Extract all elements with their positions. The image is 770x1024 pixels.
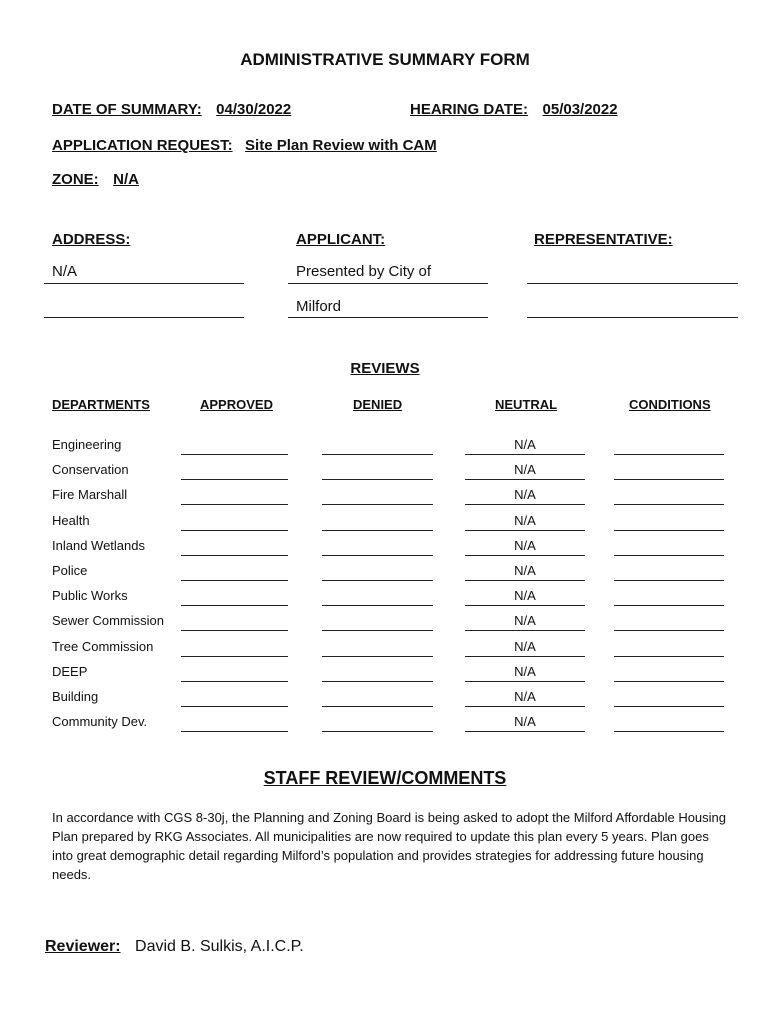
- application-request-label: APPLICATION REQUEST:: [52, 137, 233, 154]
- reviewer: [45, 938, 304, 956]
- neutral-cell: N/A: [514, 588, 536, 604]
- approved-rule: [181, 706, 288, 707]
- hearing-date-value: 05/03/2022: [542, 101, 618, 118]
- department-name: Tree Commission: [52, 638, 154, 654]
- col-departments: DEPARTMENTS: [52, 397, 150, 412]
- conditions-rule: [614, 731, 724, 732]
- col-conditions: CONDITIONS: [629, 397, 711, 412]
- department-name: Public Works: [52, 588, 128, 604]
- applicant-label: APPLICANT:: [296, 231, 386, 248]
- hearing-date: [410, 101, 618, 119]
- representative-line-2-rule: [527, 317, 738, 318]
- neutral-cell: N/A: [514, 638, 536, 654]
- zone: [52, 171, 139, 189]
- neutral-cell: N/A: [514, 714, 536, 730]
- approved-rule: [181, 605, 288, 606]
- department-name: Health: [52, 512, 90, 528]
- date-of-summary: [52, 101, 291, 119]
- conditions-rule: [614, 706, 724, 707]
- approved-rule: [181, 479, 288, 480]
- denied-rule: [322, 479, 433, 480]
- col-neutral: NEUTRAL: [495, 397, 558, 412]
- conditions-rule: [614, 630, 724, 631]
- neutral-rule: [465, 555, 585, 556]
- neutral-cell: N/A: [514, 663, 536, 679]
- department-name: Building: [52, 689, 99, 704]
- address-label: ADDRESS:: [52, 231, 131, 248]
- neutral-cell: N/A: [514, 613, 536, 629]
- conditions-rule: [614, 530, 724, 531]
- conditions-rule: [614, 605, 724, 606]
- neutral-cell: N/A: [514, 512, 536, 528]
- zone-label: ZONE:: [52, 171, 99, 188]
- denied-rule: [322, 706, 433, 707]
- denied-rule: [322, 656, 433, 657]
- neutral-cell: N/A: [514, 462, 536, 478]
- denied-rule: [322, 504, 433, 505]
- denied-rule: [322, 555, 433, 556]
- department-name: DEEP: [52, 663, 88, 679]
- department-name: Fire Marshall: [52, 487, 128, 503]
- neutral-rule: [465, 479, 585, 480]
- neutral-rule: [465, 504, 585, 505]
- conditions-rule: [614, 656, 724, 657]
- neutral-rule: [465, 530, 585, 531]
- conditions-rule: [614, 504, 724, 505]
- approved-rule: [181, 580, 288, 581]
- department-name: Engineering: [52, 437, 122, 452]
- denied-rule: [322, 681, 433, 682]
- approved-rule: [181, 555, 288, 556]
- department-name: Police: [52, 563, 88, 578]
- form-title: ADMINISTRATIVE SUMMARY FORM: [240, 50, 530, 69]
- application-request: [52, 137, 437, 155]
- neutral-rule: [465, 630, 585, 631]
- approved-rule: [181, 530, 288, 531]
- approved-rule: [181, 731, 288, 732]
- department-name: Community Dev.: [52, 714, 148, 730]
- neutral-rule: [465, 605, 585, 606]
- department-name: Inland Wetlands: [52, 537, 145, 553]
- approved-rule: [181, 630, 288, 631]
- neutral-cell: N/A: [514, 437, 536, 452]
- reviewer-label: Reviewer:: [45, 938, 121, 955]
- conditions-rule: [614, 454, 724, 455]
- denied-rule: [322, 630, 433, 631]
- applicant-line-1-rule: [288, 283, 488, 284]
- col-denied: DENIED: [353, 397, 403, 412]
- date-of-summary-label: DATE OF SUMMARY:: [52, 101, 202, 118]
- neutral-rule: [465, 731, 585, 732]
- neutral-cell: N/A: [514, 563, 536, 578]
- conditions-rule: [614, 681, 724, 682]
- neutral-cell: N/A: [514, 537, 536, 553]
- denied-rule: [322, 454, 433, 455]
- zone-value: N/A: [113, 171, 139, 188]
- applicant-line-1: Presented by City of: [296, 263, 432, 280]
- neutral-rule: [465, 580, 585, 581]
- denied-rule: [322, 605, 433, 606]
- approved-rule: [181, 454, 288, 455]
- date-of-summary-value: 04/30/2022: [216, 101, 292, 118]
- col-approved: APPROVED: [200, 397, 273, 412]
- neutral-cell: N/A: [514, 689, 536, 704]
- representative-label: REPRESENTATIVE:: [534, 231, 673, 248]
- department-name: Conservation: [52, 462, 129, 478]
- reviews-title: REVIEWS: [350, 360, 420, 377]
- denied-rule: [322, 580, 433, 581]
- staff-comments: In accordance with CGS 8-30j, the Planning and Zoning Board is being asked to adopt the Milford Affordable Housing Plan prepared by RKG Associates. All municipalities are now required to update this plan every 5 years. Plan goes into great demographic detail regarding Milford’s population and provides strategies for addressing future housing needs.: [52, 810, 727, 882]
- neutral-rule: [465, 681, 585, 682]
- applicant-line-2: Milford: [296, 298, 342, 315]
- application-request-value: Site Plan Review with CAM: [245, 137, 437, 154]
- denied-rule: [322, 731, 433, 732]
- neutral-rule: [465, 706, 585, 707]
- hearing-date-label: HEARING DATE:: [410, 101, 529, 118]
- approved-rule: [181, 656, 288, 657]
- address-line-1-rule: [44, 283, 244, 284]
- neutral-rule: [465, 454, 585, 455]
- approved-rule: [181, 681, 288, 682]
- approved-rule: [181, 504, 288, 505]
- neutral-cell: N/A: [514, 487, 536, 503]
- address-line-1: N/A: [52, 263, 78, 280]
- department-name: Sewer Commission: [52, 613, 164, 629]
- conditions-rule: [614, 479, 724, 480]
- staff-review-title: STAFF REVIEW/COMMENTS: [263, 768, 507, 788]
- reviewer-name: David B. Sulkis, A.I.C.P.: [135, 938, 304, 955]
- representative-line-1-rule: [527, 283, 738, 284]
- applicant-line-2-rule: [288, 317, 488, 318]
- neutral-rule: [465, 656, 585, 657]
- denied-rule: [322, 530, 433, 531]
- address-line-2-rule: [44, 317, 244, 318]
- conditions-rule: [614, 580, 724, 581]
- conditions-rule: [614, 555, 724, 556]
